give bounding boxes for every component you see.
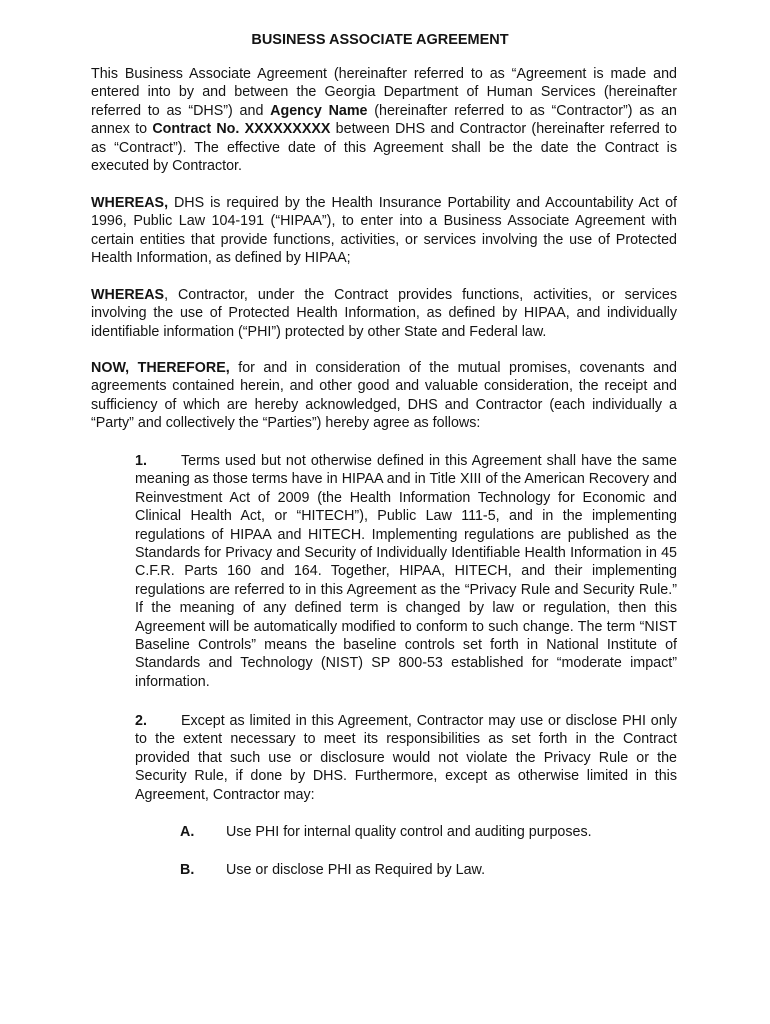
intro-text-2: (hereinafter referred to as “Contractor”) as an annex to [91,102,677,138]
section-1-text: Terms used but not otherwise defined in this Agreement shall have the same meaning as those terms have in HIPAA and in Title XIII of the American Recovery and Reinvestment Act of 2009 (the Health Information Technology for Economic and Clinical Health Act, or “HITECH”), Public Law 111-5, and in the implementing regulations of HIPAA and HITECH. Implementing regulations are published as the Standards for Privacy and Security of Individually Identifiable Health Information in 45 C.F.R. Parts 160 and 164. Together, HIPAA, HITECH, and their implementing regulations are referred to in this Agreement as the “Privacy Rule and Security Rule.” If the meaning of any defined term is changed by law or regulation, then this Agreement will be automatically modified to conform to such change. The term “NIST Baseline Controls” means the baseline controls set forth in National Institute of Standards and Technology (NIST) SP 800-53 established for “moderate impact” information. [135,453,677,690]
intro-paragraph [91,65,677,175]
subitem-a-letter: A. [180,824,195,840]
now-therefore-text: for and in consideration of the mutual promises, covenants and agreements contained herein, and other good and valuable consideration, the receipt and sufficiency of which are hereby acknowledged, DHS and Contractor (each individually a “Party” and collectively the “Parties”) hereby agree as follows: [91,360,677,432]
subitem-b-letter: B. [180,862,195,878]
whereas-lead-2: WHEREAS [91,287,165,303]
subitem-b-text: Use or disclose PHI as Required by Law. [226,862,486,878]
whereas-paragraph-1 [91,194,677,268]
whereas-lead-1: WHEREAS, [91,195,169,211]
section-2-number: 2. [135,713,147,729]
whereas-paragraph-2 [91,286,677,341]
contract-number: Contract No. XXXXXXXXX [152,121,331,138]
subitem-a-text: Use PHI for internal quality control and auditing purposes. [226,824,592,840]
section-2-text: Except as limited in this Agreement, Contractor may use or disclose PHI only to the extent necessary to meet its responsibilities as set forth in the Contract provided that such use or disclosure would not violate the Privacy Rule or the Security Rule, if done by DHS. Furthermore, except as otherwise limited in this Agreement, Contractor may: [135,713,677,803]
subitem-a [180,823,680,841]
whereas-text-2: , Contractor, under the Contract provides functions, activities, or services involving the use of Protected Health Information, as defined by HIPAA, and individually identifiable information (“PHI”) protected by other State and Federal law. [91,287,677,340]
agency-name: Agency Name [270,102,368,119]
section-1-number: 1. [135,453,147,469]
now-therefore-paragraph [91,359,677,433]
document-title: BUSINESS ASSOCIATE AGREEMENT [251,32,509,48]
intro-text-1: This Business Associate Agreement (hereinafter referred to as “Agreement is made and entered into by and between the Georgia Department of Human Services (hereinafter referred to as “DHS”) and [91,66,677,119]
intro-text-3: between DHS and Contractor (hereinafter referred to as “Contract”). The effective date of this Agreement shall be the date the Contract is executed by Contractor. [91,121,677,175]
now-therefore-lead: NOW, THEREFORE, [91,360,230,376]
section-2 [135,712,677,804]
section-1 [135,452,677,691]
whereas-text-1: DHS is required by the Health Insurance Portability and Accountability Act of 1996, Public Law 104-191 (“HIPAA”), to enter into a Business Associate Agreement with certain entities that provide functions, activities, or services involving the use of Protected Health Information, as defined by HIPAA; [91,195,677,267]
subitem-b [180,861,680,879]
